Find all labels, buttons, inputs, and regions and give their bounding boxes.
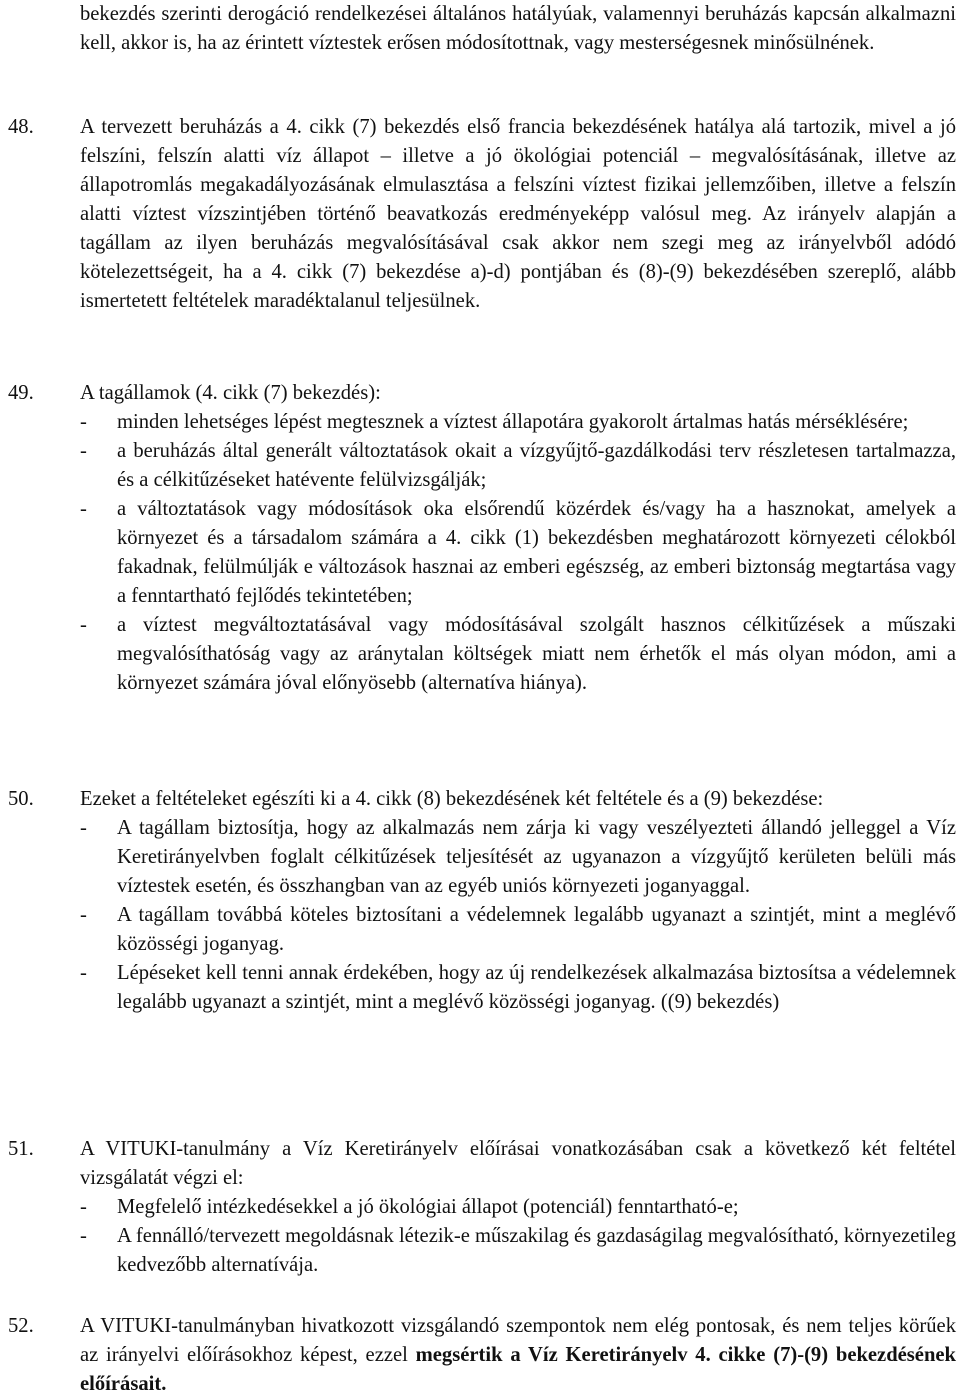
bullet-dash: - [80, 962, 87, 984]
section-text: A tervezett beruházás a 4. cikk (7) bekezdés első francia bekezdésének hatálya alá tartozik, mivel a jó felszíni, felszín alatti víz állapot – illetve a jó ökológiai potenciál – megvalósításának, illetve az állapotromlás megakadályozásának elmulasztása a felszíni víztest fizikai jellemzőiben, illetve a felszín alatti víztest vízszintjében történő beavatkozás eredményeképp valósul meg. Az irányelv alapján a tagállam az ilyen beruházás megvalósításával csak akkor nem szegi meg az irányelvből adódó kötelezettségeit, ha a 4. cikk (7) bekezdése a)-d) pontjában és (8)-(9) bekezdésében szereplő, alább ismertetett feltételek maradéktalanul teljesülnek. [80, 116, 956, 312]
bullet-text: a víztest megváltoztatásával vagy módosításával szolgált hasznos célkitűzések a műszaki megvalósíthatóság vagy az aránytalan költségek miatt nem érhetők el más olyan módon, ami a környezet számára jóval előnyösebb (alternatíva hiánya). [117, 614, 956, 694]
bullet-dash: - [80, 1225, 87, 1247]
section-text-plain: A VITUKI-tanulmányban hivatkozott vizsgálandó szempontok nem elég pontosak, és nem teljes körűek az irányelvi előírásokhoz képest, ezzel [80, 1315, 956, 1366]
section-number: 52. [8, 1315, 34, 1337]
intro-text: bekezdés szerinti derogáció rendelkezései általános hatályúak, valamennyi beruházás kapcsán alkalmazni kell, akkor is, ha az érintett víztestek erősen módosítottnak, vagy mesterségesnek minősülnének. [80, 3, 956, 54]
bullet-dash: - [80, 614, 87, 636]
bullet-text: Lépéseket kell tenni annak érdekében, hogy az új rendelkezések alkalmazása biztosítsa a védelemnek legalább ugyanazt a szintjét, mint a meglévő közösségi joganyag. ((9) bekezdés) [117, 962, 956, 1013]
section-52 [0, 1312, 960, 1399]
bullet-dash: - [80, 817, 87, 839]
section-number: 50. [8, 788, 34, 810]
list-item [80, 495, 956, 611]
section-51 [0, 1135, 960, 1280]
bullet-text: a változtatások vagy módosítások oka elsőrendű közérdek és/vagy ha a hasznokat, amelyek a környezet és a társadalom számára a 4. cikk (1) bekezdésben meghatározott környezeti célokból fakadnak, felülmúlják e változások hasznai az emberi egészség, az emberi biztonság megtartása vagy a fenntartható fejlődés tekintetében; [117, 498, 956, 607]
section-number: 48. [8, 116, 34, 138]
bullet-dash: - [80, 904, 87, 926]
bullet-text: minden lehetséges lépést megtesznek a víztest állapotára gyakorolt ártalmas hatás mérséklésére; [117, 411, 909, 433]
list-item [80, 1222, 956, 1280]
list-item [80, 1193, 956, 1222]
list-item [80, 814, 956, 901]
section-text: Ezeket a feltételeket egészíti ki a 4. cikk (8) bekezdésének két feltétele és a (9) bekezdése: [80, 788, 824, 810]
section-number: 51. [8, 1138, 34, 1160]
bullet-dash: - [80, 498, 87, 520]
bullet-text: A tagállam biztosítja, hogy az alkalmazás nem zárja ki vagy veszélyezteti állandó jelleggel a Víz Keretirányelvben foglalt célkitűzések teljesítését az ugyanazon a vízgyűjtő kerületen belüli más víztestek esetén, és összhangban van az egyéb uniós környezeti joganyaggal. [117, 817, 956, 897]
section-text: A VITUKI-tanulmány a Víz Keretirányelv előírásai vonatkozásában csak a következő két feltétel vizsgálatát végzi el: [80, 1138, 956, 1189]
section-49 [0, 379, 960, 698]
bullet-dash: - [80, 1196, 87, 1218]
section-text [80, 1312, 956, 1399]
bullet-text: Megfelelő intézkedésekkel a jó ökológiai állapot (potenciál) fenntartható-e; [117, 1196, 739, 1218]
section-text-bold: megsértik a Víz Keretirányelv 4. cikke (7)-(9) bekezdésének előírásait. [80, 1344, 956, 1395]
list-item [80, 959, 956, 1017]
bullet-dash: - [80, 411, 87, 433]
bullet-text: A tagállam továbbá köteles biztosítani a védelemnek legalább ugyanazt a szintjét, mint a meglévő közösségi joganyag. [117, 904, 956, 955]
bullet-text: A fennálló/tervezett megoldásnak létezik-e műszakilag és gazdaságilag megvalósítható, környezetileg kedvezőbb alternatívája. [117, 1225, 956, 1276]
list-item [80, 408, 956, 437]
section-text: A tagállamok (4. cikk (7) bekezdés): [80, 382, 381, 404]
bullet-text: a beruházás által generált változtatások okait a vízgyűjtő-gazdálkodási terv részletesen tartalmazza, és a célkitűzéseket hatévente felülvizsgálják; [117, 440, 956, 491]
section-48 [0, 113, 960, 316]
list-item [80, 437, 956, 495]
bullet-dash: - [80, 440, 87, 462]
intro-paragraph [0, 0, 960, 58]
list-item [80, 611, 956, 698]
section-50 [0, 785, 960, 1017]
section-number: 49. [8, 382, 34, 404]
list-item [80, 901, 956, 959]
